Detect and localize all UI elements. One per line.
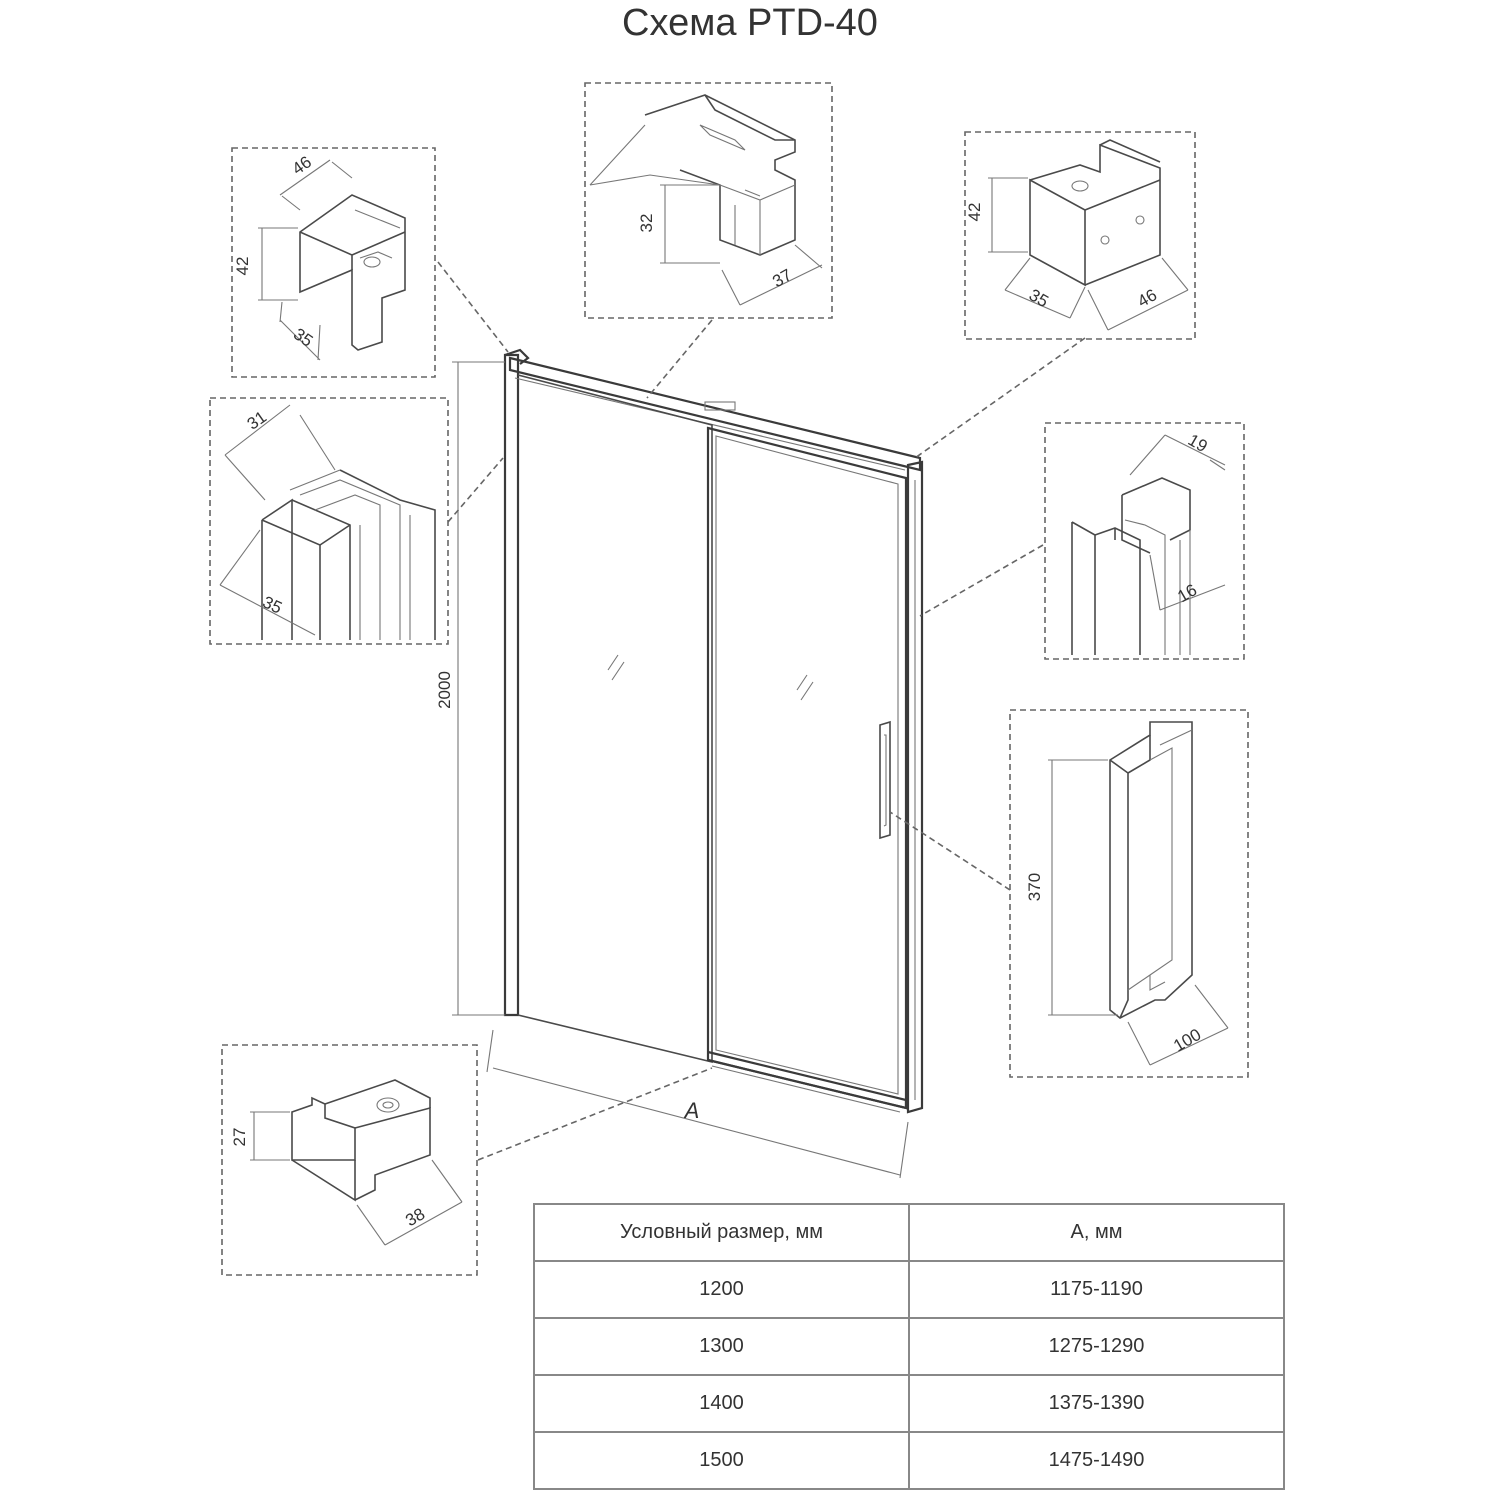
size-table [533,1203,1285,1490]
height-dimension-label: 2000 [435,671,454,709]
cell-a-range: 1175-1190 [909,1261,1284,1318]
dim-32-top-rail: 32 [637,213,656,233]
dim-19-right-profile: 19 [1184,430,1211,457]
shower-door [452,350,922,1178]
dim-100-handle: 100 [1170,1024,1205,1056]
dim-37-top-rail: 37 [769,265,796,292]
table-header-row [534,1204,1284,1261]
dim-16-right-profile: 16 [1174,580,1201,607]
leader-lines [438,262,1085,1160]
detail-left-profile [210,398,448,644]
detail-handle [1010,710,1248,1077]
header-nominal-size: Условный размер, мм [534,1204,909,1261]
table-row [534,1432,1284,1489]
cell-nominal-size: 1200 [534,1261,909,1318]
cell-a-range: 1275-1290 [909,1318,1284,1375]
cell-nominal-size: 1500 [534,1432,909,1489]
dim-35-top-left: 35 [289,324,317,351]
cell-nominal-size: 1400 [534,1375,909,1432]
width-dimension-label: A [684,1098,700,1123]
dim-46-top-left: 46 [288,152,316,179]
dim-42-top-left: 42 [233,256,252,276]
cell-nominal-size: 1300 [534,1318,909,1375]
dim-370-handle: 370 [1025,872,1044,902]
page-title: Схема PTD-40 [622,2,878,44]
cell-a-range: 1475-1490 [909,1432,1284,1489]
table-row [534,1261,1284,1318]
dim-35-left-profile: 35 [259,592,285,618]
detail-top-rail [585,83,832,318]
dim-42-top-right: 42 [965,202,984,222]
dim-38-bottom-guide: 38 [402,1204,429,1231]
header-a-size: А, мм [909,1204,1284,1261]
cell-a-range: 1375-1390 [909,1375,1284,1432]
table-row [534,1318,1284,1375]
table-row [534,1375,1284,1432]
dim-31-left-profile: 31 [243,407,271,434]
detail-top-left-bracket [232,148,435,377]
dim-46-top-right: 46 [1134,285,1161,312]
dim-27-bottom-guide: 27 [230,1127,249,1147]
detail-bottom-guide [222,1045,477,1275]
detail-right-profile [1045,423,1244,659]
detail-top-right-bracket [965,132,1195,339]
dim-35-top-right: 35 [1025,285,1052,312]
